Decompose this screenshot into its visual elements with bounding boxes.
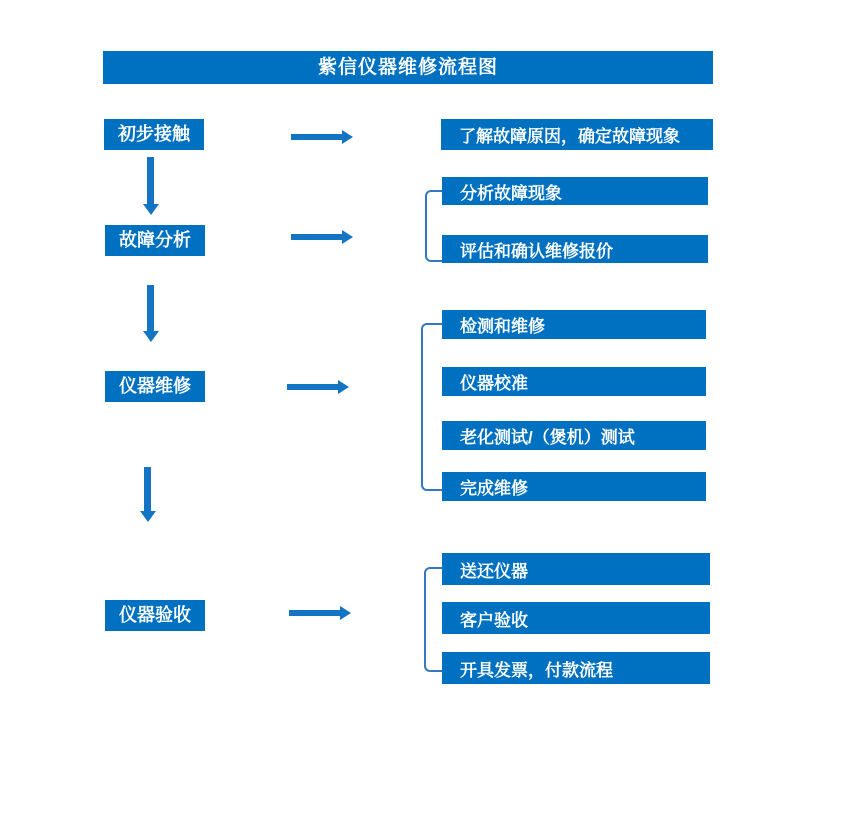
flow-title: 紫信仪器维修流程图	[103, 51, 713, 84]
output-box: 仪器校准	[442, 367, 706, 396]
output-box: 送还仪器	[442, 553, 710, 585]
right-arrow-3-icon	[287, 384, 338, 390]
stage-box-initial-contact: 初步接触	[104, 119, 204, 150]
output-box: 客户验收	[442, 602, 710, 634]
bracket-group-3	[421, 323, 444, 491]
output-box: 评估和确认维修报价	[442, 235, 708, 263]
output-box: 完成维修	[442, 472, 706, 501]
down-arrow-2-icon	[147, 285, 154, 331]
bracket-group-4	[424, 567, 444, 672]
stage-box-instrument-acceptance: 仪器验收	[105, 600, 205, 631]
output-box: 开具发票，付款流程	[442, 652, 710, 684]
down-arrow-1-icon	[147, 157, 154, 204]
output-box: 检测和维修	[442, 310, 706, 339]
output-box: 了解故障原因，确定故障现象	[441, 119, 713, 150]
stage-box-fault-analysis: 故障分析	[105, 225, 205, 256]
down-arrow-3-icon	[144, 467, 151, 511]
output-box: 老化测试/（煲机）测试	[442, 421, 706, 450]
output-box: 分析故障现象	[442, 177, 708, 205]
right-arrow-1-icon	[291, 134, 342, 140]
right-arrow-2-icon	[291, 234, 342, 240]
stage-box-instrument-repair: 仪器维修	[105, 371, 205, 402]
right-arrow-4-icon	[289, 610, 340, 616]
